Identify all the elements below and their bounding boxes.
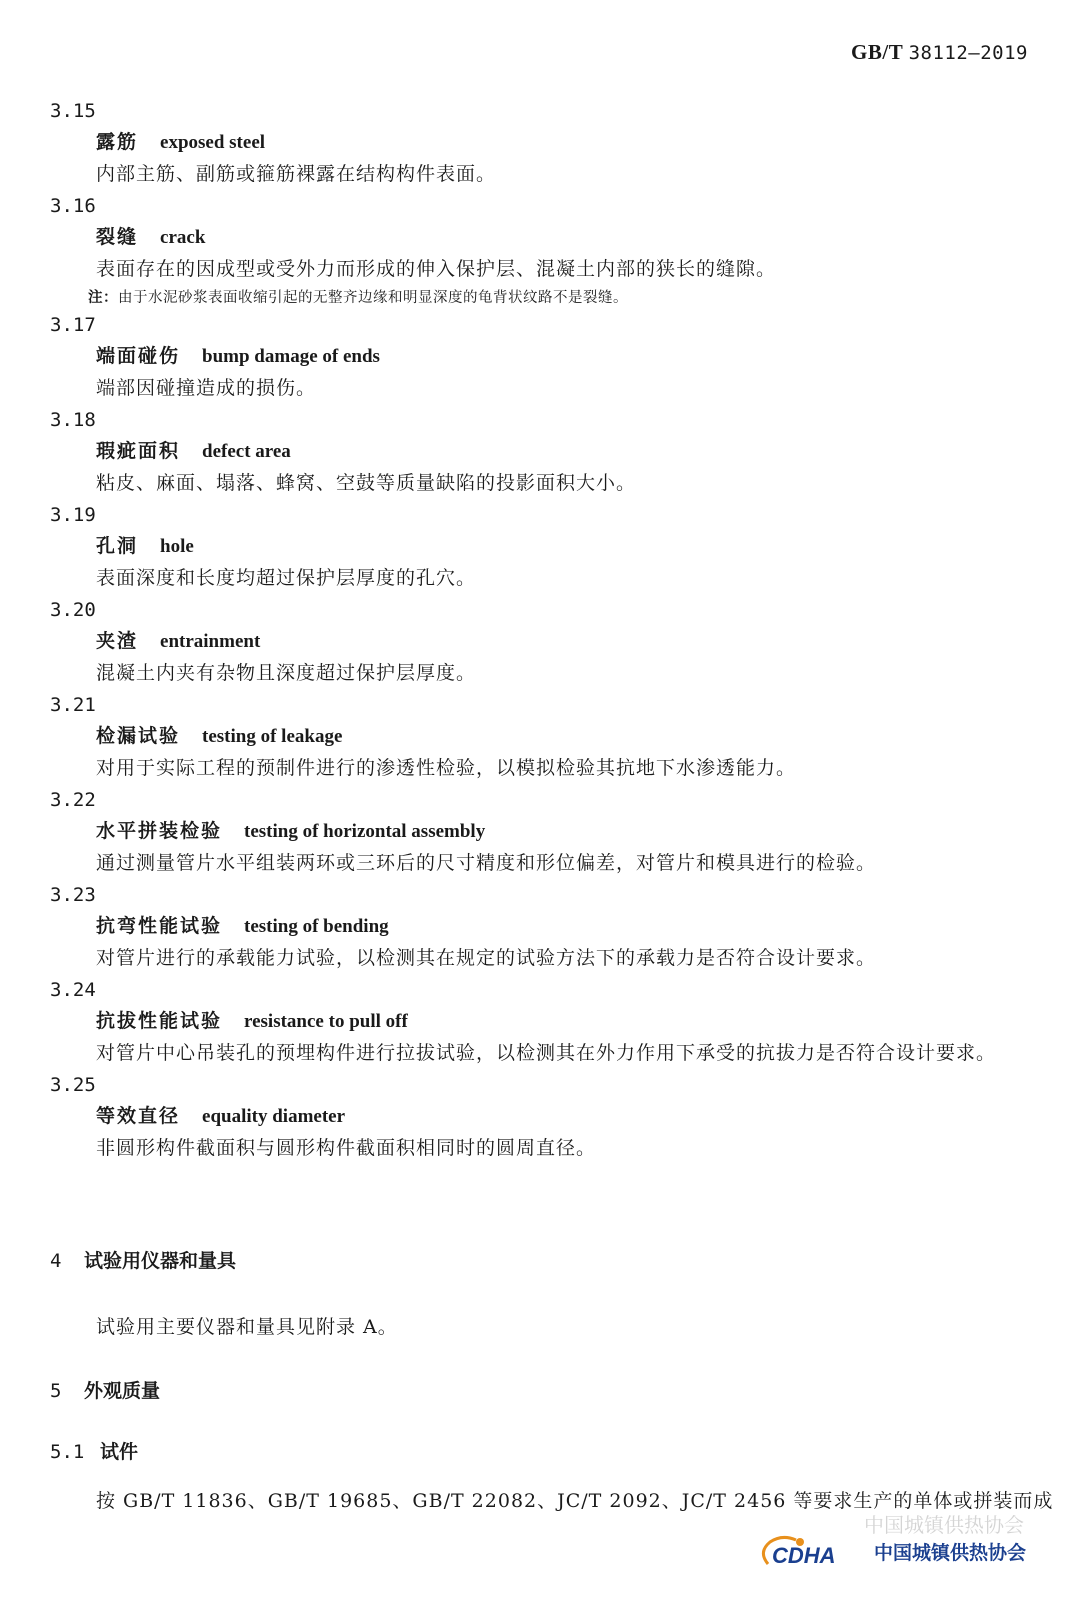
term-zh: 抗拔性能试验 <box>96 1010 223 1032</box>
term-number: 3.23 <box>50 884 96 906</box>
term-zh: 夹渣 <box>96 630 139 652</box>
term-entry <box>50 500 1040 595</box>
term-definition: 通过测量管片水平组装两环或三环后的尺寸精度和形位偏差，对管片和模具进行的检验。 <box>96 852 877 874</box>
term-en: testing of horizontal assembly <box>244 821 486 842</box>
section-title: 外观质量 <box>84 1380 161 1402</box>
section-number: 5 <box>50 1380 62 1402</box>
term-en: bump damage of ends <box>202 346 380 367</box>
term-definition: 混凝土内夹有杂物且深度超过保护层厚度。 <box>96 662 477 684</box>
term-zh: 抗弯性能试验 <box>96 915 223 937</box>
page-header <box>851 40 1028 65</box>
term-note <box>50 286 1040 310</box>
term-definition: 对管片中心吊装孔的预埋构件进行拉拔试验，以检测其在外力作用下承受的抗拔力是否符合设计要求。 <box>96 1042 997 1064</box>
term-definition: 对用于实际工程的预制件进行的渗透性检验，以模拟检验其抗地下水渗透能力。 <box>96 757 797 779</box>
section-title: 试验用仪器和量具 <box>84 1250 237 1272</box>
term-definition: 表面深度和长度均超过保护层厚度的孔穴。 <box>96 567 477 589</box>
term-number: 3.18 <box>50 409 96 431</box>
section-4-heading <box>50 1246 236 1273</box>
standard-number: 38112—2019 <box>908 42 1028 64</box>
term-entry <box>50 1070 1040 1165</box>
note-text: 由于水泥砂浆表面收缩引起的无整齐边缘和明显深度的龟背状纹路不是裂缝。 <box>118 290 628 306</box>
section-4-body: 试验用主要仪器和量具见附录 A。 <box>96 1316 398 1338</box>
standard-prefix: GB/T <box>851 40 903 64</box>
section-number: 4 <box>50 1250 62 1272</box>
term-entry <box>50 96 1040 191</box>
term-number: 3.17 <box>50 314 96 336</box>
term-entry <box>50 785 1040 880</box>
term-zh: 孔洞 <box>96 535 139 557</box>
watermark-org-name: 中国城镇供热协会 <box>873 1541 1026 1564</box>
term-en: crack <box>160 227 206 248</box>
term-entry <box>50 405 1040 500</box>
term-en: hole <box>160 536 194 557</box>
term-number: 3.16 <box>50 195 96 217</box>
section-5-heading <box>50 1376 160 1403</box>
term-zh: 等效直径 <box>96 1105 181 1127</box>
term-definition: 内部主筋、副筋或箍筋裸露在结构构件表面。 <box>96 163 497 185</box>
term-zh: 检漏试验 <box>96 725 181 747</box>
term-en: entrainment <box>160 631 261 652</box>
term-number: 3.21 <box>50 694 96 716</box>
term-number: 3.20 <box>50 599 96 621</box>
term-entry <box>50 310 1040 405</box>
term-en: resistance to pull off <box>244 1011 408 1032</box>
term-number: 3.24 <box>50 979 96 1001</box>
section-5-1-body: 按 GB/T 11836、GB/T 19685、GB/T 22082、JC/T 2092、JC/T 2456 等要求生产的单体或拼装而成 <box>96 1490 1054 1512</box>
term-en: testing of leakage <box>202 726 343 747</box>
term-definition: 表面存在的因成型或受外力而形成的伸入保护层、混凝土内部的狭长的缝隙。 <box>96 258 777 280</box>
term-number: 3.19 <box>50 504 96 526</box>
term-en: testing of bending <box>244 916 389 937</box>
term-zh: 露筋 <box>96 131 139 153</box>
term-en: defect area <box>202 441 291 462</box>
term-entry <box>50 595 1040 690</box>
watermark-logo <box>756 1534 1026 1568</box>
term-number: 3.22 <box>50 789 96 811</box>
section-title: 试件 <box>100 1441 139 1463</box>
terms-list <box>50 96 1040 1165</box>
note-label: 注： <box>88 290 118 306</box>
term-entry <box>50 191 1040 310</box>
term-entry <box>50 975 1040 1070</box>
term-en: equality diameter <box>202 1106 346 1127</box>
term-entry <box>50 690 1040 785</box>
term-definition: 粘皮、麻面、塌落、蜂窝、空鼓等质量缺陷的投影面积大小。 <box>96 472 637 494</box>
section-number: 5.1 <box>50 1441 85 1463</box>
term-definition: 端部因碰撞造成的损伤。 <box>96 377 317 399</box>
cdha-logo-icon <box>756 1534 866 1568</box>
watermark-faint-text: 中国城镇供热协会 <box>864 1513 1024 1537</box>
term-zh: 瑕疵面积 <box>96 440 181 462</box>
term-number: 3.15 <box>50 100 96 122</box>
term-en: exposed steel <box>160 132 266 153</box>
section-5-1-heading <box>50 1437 138 1464</box>
term-number: 3.25 <box>50 1074 96 1096</box>
term-definition: 对管片进行的承载能力试验，以检测其在规定的试验方法下的承载力是否符合设计要求。 <box>96 947 877 969</box>
term-zh: 水平拼装检验 <box>96 820 223 842</box>
term-entry <box>50 880 1040 975</box>
term-zh: 裂缝 <box>96 226 139 248</box>
logo-text: CDHA <box>771 1543 836 1568</box>
term-zh: 端面碰伤 <box>96 345 181 367</box>
term-definition: 非圆形构件截面积与圆形构件截面积相同时的圆周直径。 <box>96 1137 597 1159</box>
